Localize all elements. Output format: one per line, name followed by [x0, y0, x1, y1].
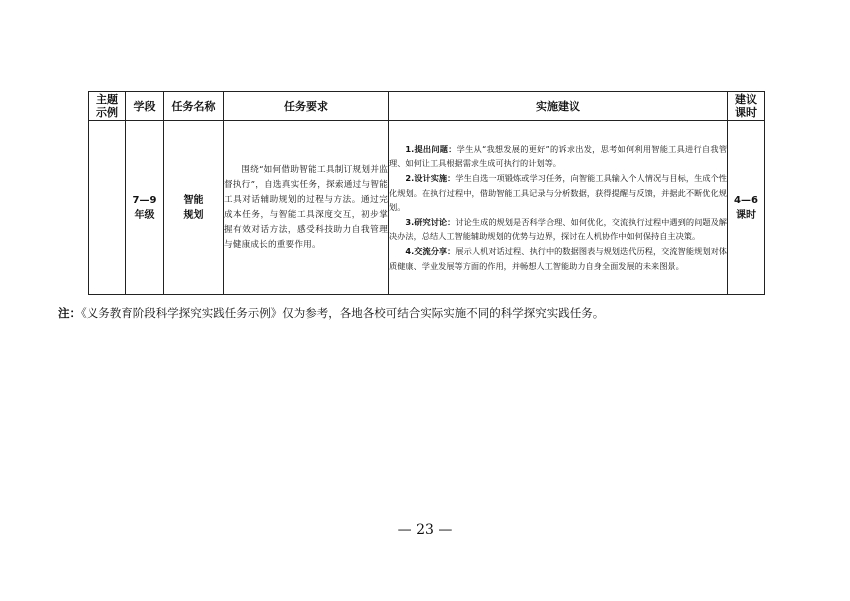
task-name-line1: 智能: [183, 194, 204, 206]
header-hours-line1: 建议: [735, 93, 757, 106]
suggestion-title: 4.交流分享：: [405, 245, 456, 256]
header-suggestions: 实施建议: [389, 92, 728, 121]
header-theme-line1: 主题: [96, 93, 118, 106]
cell-stage: [126, 121, 164, 295]
header-requirements: 任务要求: [224, 92, 389, 121]
table-header-row: [89, 92, 765, 121]
cell-theme: [89, 121, 126, 295]
suggestion-item: [389, 171, 727, 215]
header-hours-line2: 课时: [735, 106, 757, 119]
task-name-line2: 规划: [183, 209, 204, 221]
suggestion-text: 展示人机对话过程、执行中的数据图表与规划迭代历程，交流智能规划对体质健康、学业发展等方面的作用，并畅想人工智能助力自身全面发展的未来图景。: [389, 245, 727, 271]
cell-hours: [728, 121, 765, 295]
header-stage: 学段: [126, 92, 164, 121]
suggestion-text: 讨论生成的规划是否科学合理、如何优化，交流执行过程中遇到的问题及解决办法，总结人工智能辅助规划的优势与边界，探讨在人机协作中如何保持自主决策。: [389, 216, 727, 242]
table-row: [89, 121, 765, 295]
stage-line2: 年级: [134, 209, 155, 221]
suggestion-title: 2.设计实施：: [405, 173, 456, 184]
header-theme-line2: 示例: [96, 106, 118, 119]
cell-requirement: 围绕“如何借助智能工具制订规划并监督执行”，自选真实任务，探索通过与智能工具对话辅助规划的过程与方法。通过完成本任务，与智能工具深度交互，初步掌握有效对话方法，感受科技助力自我管理与健康成长的重要作用。: [224, 121, 389, 295]
stage-line1: 7—9: [132, 194, 157, 206]
cell-suggestions: [389, 121, 728, 295]
suggestion-title: 3.研究讨论：: [405, 216, 456, 227]
header-hours: [728, 92, 765, 121]
suggestion-item: [389, 142, 727, 171]
footnote-text: 《义务教育阶段科学探究实践任务示例》仅为参考，各地各校可结合实际实施不同的科学探究实践任务。: [81, 306, 605, 320]
suggestion-title: 1.提出问题：: [405, 143, 457, 154]
hours-line2: 课时: [736, 209, 756, 221]
footnote-label: 注：: [58, 306, 81, 320]
hours-line1: 4—6: [734, 194, 758, 206]
header-task-name: 任务名称: [164, 92, 224, 121]
suggestion-text: 学生自选一项锻炼或学习任务，向智能工具输入个人情况与目标，生成个性化规划。在执行过程中，借助智能工具记录与分析数据，获得提醒与反馈，并据此不断优化规划。: [389, 173, 727, 213]
suggestion-text: 学生从“我想发展的更好”的诉求出发，思考如何利用智能工具进行自我管理、如何让工具根据需求生成可执行的计划等。: [389, 143, 728, 169]
suggestion-item: [389, 215, 727, 244]
task-table: [88, 91, 765, 295]
header-theme: [89, 92, 126, 121]
footnote: [58, 305, 818, 321]
page-number: — 23 —: [397, 522, 453, 538]
cell-task-name: [164, 121, 224, 295]
suggestion-item: [389, 244, 727, 273]
